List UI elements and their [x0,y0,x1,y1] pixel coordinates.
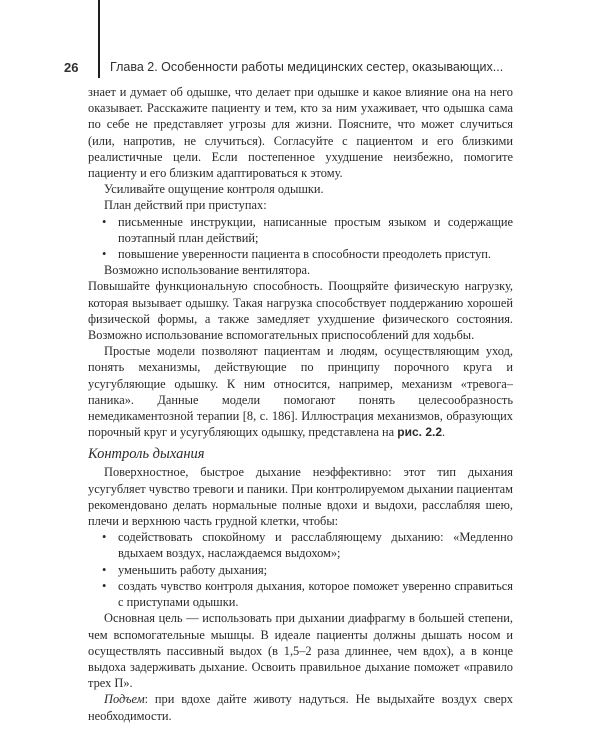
chapter-title: Глава 2. Особенности работы медицинских сестер, оказывающих... [110,60,504,74]
paragraph: Поверхностное, быстрое дыхание неэффективно: этот тип дыхания усугубляет чувство тревоги и паники. При контролируемом дыхании пациентам рекомендовано делать нормальные полные вдохи и выдохи, расслабляя шею, плечи и верхнюю часть грудной клетки, чтобы: [88,465,513,529]
paragraph-text: : при вдохе дайте животу надуться. Не выдыхайте воздух сверх необходимости. [88,692,513,723]
list-item: • создать чувство контроля дыхания, которое поможет уверенно справиться с приступами одышки. [88,578,513,610]
paragraph: Повышайте функциональную способность. Поощряйте физическую нагрузку, которая вызывает одышку. Такая нагрузка способствует поддержанию хорошей физической формы, а также замедляет ухудшение физического состояния. Возможно использование вспомогательных приспособлений для ходьбы. [88,279,513,343]
paragraph [88,343,513,440]
paragraph-end: . [442,425,446,440]
bullet-list [88,529,513,610]
paragraph-text: Простые модели позволяют пациентам и людям, осуществляющим уход, понять механизмы, действующие по принципу порочного круга и усугубляющие одышку. К ним относится, например, механизм «тревога–паника». Данные модели помогают понять целесообразность немедикаментозной терапии [8, с. 186]. Иллюстрация механизмов, образующих порочный круг и усугубляющих одышку, представлена на [88,344,513,440]
paragraph [88,691,513,723]
page-body [88,84,513,724]
figure-reference: рис. 2.2 [397,425,443,440]
section-heading: Контроль дыхания [88,446,205,463]
paragraph: План действий при приступах: [104,198,267,213]
page-number: 26 [64,60,79,75]
term-label: Подъем [104,692,145,707]
list-item: • повышение уверенности пациента в способности преодолеть приступ. [88,246,513,262]
paragraph: Усиливайте ощущение контроля одышки. [104,182,324,197]
paragraph: знает и думает об одышке, что делает при одышке и какое влияние она на него оказывает. Расскажите пациенту и тем, кто за ним ухаживает, что одышка сама по себе не представляет угрозы для жизни. Поясните, что может случиться (или, напротив, не случиться). Согласуйте с пациентом и его близкими реалистичные цели. Если постепенное ухудшение неизбежно, помогите пациенту и его близким адаптироваться к этому. [88,85,513,181]
list-item: • письменные инструкции, написанные простым языком и содержащие поэтапный план действий; [88,214,513,246]
list-item: • уменьшить работу дыхания; [88,562,513,578]
paragraph: Основная цель — использовать при дыхании диафрагму в большей степени, чем вспомогательные мышцы. В идеале пациенты должны дышать носом и осуществлять пассивный выдох (в 1,5–2 раза длиннее, чем вдох), а в конце выдоха задерживать дыхание. Освоить правильное дыхание поможет «правило трех П». [88,611,513,691]
bullet-list [88,214,513,263]
margin-rule [98,0,100,78]
list-item: • содействовать спокойному и расслабляющему дыханию: «Медленно вдыхаем воздух, наслаждаемся выдохом»; [88,529,513,561]
paragraph: Возможно использование вентилятора. [104,263,311,278]
